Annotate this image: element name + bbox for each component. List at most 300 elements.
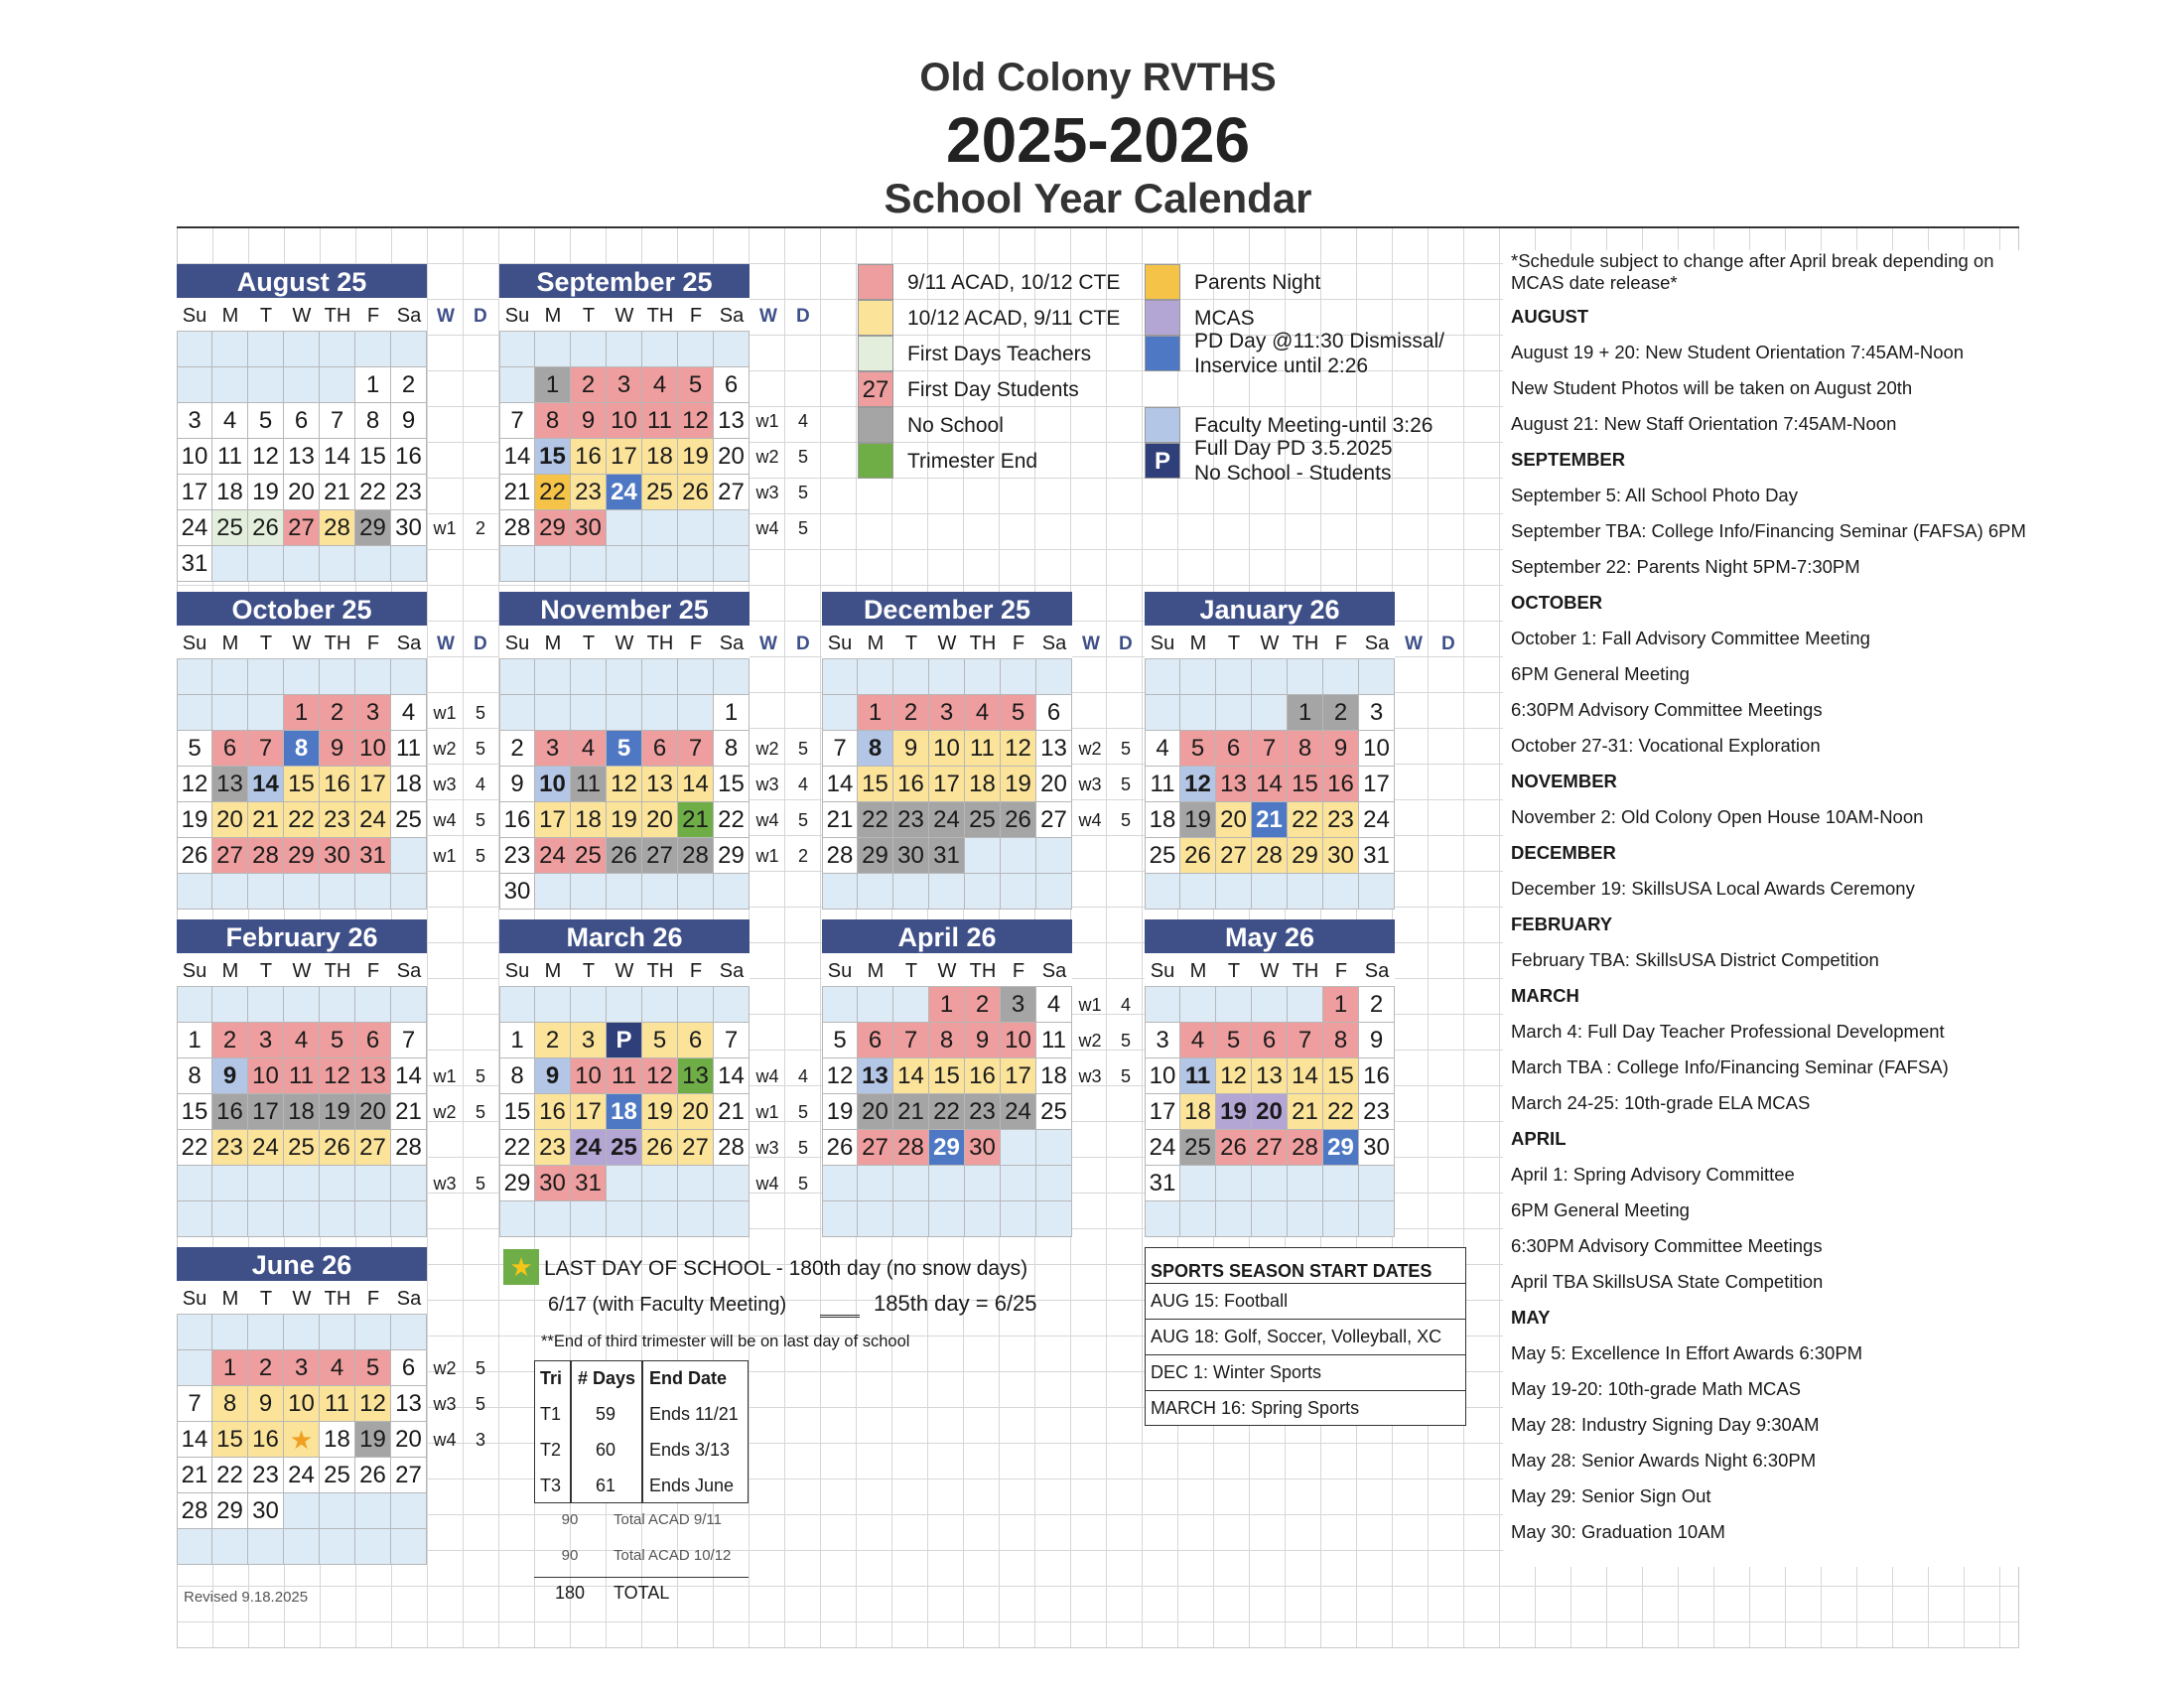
empty-cell bbox=[177, 1350, 212, 1386]
sports-item: AUG 18: Golf, Soccer, Volleyball, XC bbox=[1151, 1327, 1442, 1346]
empty-cell bbox=[320, 546, 355, 582]
week-label: w3 bbox=[1078, 774, 1102, 794]
day-cell: 23 bbox=[571, 475, 607, 510]
day-cell: 31 bbox=[355, 838, 391, 874]
empty-cell bbox=[714, 987, 750, 1023]
empty-cell bbox=[212, 874, 248, 910]
day-cell: 22 bbox=[1288, 802, 1323, 838]
empty-cell bbox=[391, 1315, 427, 1350]
empty-cell bbox=[320, 874, 355, 910]
day-cell: 13 bbox=[1216, 767, 1252, 802]
weekday-header: T bbox=[893, 953, 929, 987]
day-cell: 31 bbox=[571, 1166, 607, 1201]
day-cell: 21 bbox=[248, 802, 284, 838]
day-cell: 27 bbox=[212, 838, 248, 874]
trimester-cell: T1 bbox=[540, 1404, 562, 1424]
weekday-header: F bbox=[355, 953, 391, 987]
legend-label-2: No School - Students bbox=[1194, 462, 1392, 485]
empty-cell bbox=[893, 1166, 929, 1201]
empty-cell bbox=[1180, 987, 1216, 1023]
weekday-header: W bbox=[607, 626, 642, 659]
day-cell: 2 bbox=[893, 695, 929, 731]
day-cell: 15 bbox=[499, 1094, 535, 1130]
day-cell: 25 bbox=[1180, 1130, 1216, 1166]
empty-cell bbox=[607, 1166, 642, 1201]
day-cell: 10 bbox=[177, 439, 212, 475]
week-label: w2 bbox=[1078, 1031, 1102, 1051]
day-cell: 22 bbox=[714, 802, 750, 838]
event-item: MCAS date release* bbox=[1511, 272, 1678, 293]
legend-swatch bbox=[1145, 407, 1180, 443]
day-cell: 12 bbox=[248, 439, 284, 475]
day-cell: 17 bbox=[571, 1094, 607, 1130]
legend-label: No School bbox=[907, 414, 1004, 437]
empty-cell bbox=[391, 1493, 427, 1529]
empty-cell bbox=[1323, 874, 1359, 910]
empty-cell bbox=[642, 1166, 678, 1201]
trimester-cell: Ends June bbox=[649, 1476, 735, 1495]
empty-cell bbox=[391, 1529, 427, 1565]
empty-cell bbox=[642, 1201, 678, 1237]
day-cell: 9 bbox=[320, 731, 355, 767]
day-cell: 24 bbox=[1145, 1130, 1180, 1166]
star-icon: ★ bbox=[503, 1249, 539, 1285]
event-month-heading: AUGUST bbox=[1511, 306, 1589, 327]
empty-cell bbox=[714, 546, 750, 582]
day-cell: 22 bbox=[1323, 1094, 1359, 1130]
weekday-header: Sa bbox=[1036, 953, 1072, 987]
empty-cell bbox=[1180, 1166, 1216, 1201]
empty-cell bbox=[858, 1201, 893, 1237]
day-cell: 2 bbox=[391, 367, 427, 403]
empty-cell bbox=[355, 1315, 391, 1350]
day-cell: 5 bbox=[177, 731, 212, 767]
day-cell: 3 bbox=[284, 1350, 320, 1386]
empty-cell bbox=[1323, 1166, 1359, 1201]
empty-cell bbox=[1180, 695, 1216, 731]
day-cell: 28 bbox=[1252, 838, 1288, 874]
empty-cell bbox=[607, 332, 642, 367]
day-cell: 15 bbox=[177, 1094, 212, 1130]
empty-cell bbox=[499, 695, 535, 731]
empty-cell bbox=[929, 659, 965, 695]
weekday-header: TH bbox=[642, 953, 678, 987]
day-cell: 23 bbox=[499, 838, 535, 874]
weekday-header: Sa bbox=[1359, 626, 1395, 659]
day-cell: 29 bbox=[1288, 838, 1323, 874]
empty-cell bbox=[499, 1201, 535, 1237]
week-label: w2 bbox=[433, 1358, 457, 1378]
weekday-header: M bbox=[858, 626, 893, 659]
day-cell: 5 bbox=[678, 367, 714, 403]
empty-cell bbox=[858, 1166, 893, 1201]
weekday-header: TH bbox=[1288, 953, 1323, 987]
week-label: w4 bbox=[433, 810, 457, 830]
empty-cell bbox=[284, 987, 320, 1023]
trimester-header: Tri bbox=[540, 1368, 563, 1388]
weekday-header: Sa bbox=[391, 626, 427, 659]
empty-cell bbox=[822, 695, 858, 731]
empty-cell bbox=[391, 987, 427, 1023]
day-cell: 23 bbox=[1323, 802, 1359, 838]
empty-cell bbox=[929, 874, 965, 910]
day-cell: 22 bbox=[284, 802, 320, 838]
weekday-header: M bbox=[212, 953, 248, 987]
empty-cell bbox=[391, 874, 427, 910]
day-cell: 14 bbox=[1252, 767, 1288, 802]
weekday-header: TH bbox=[320, 953, 355, 987]
day-cell: 22 bbox=[177, 1130, 212, 1166]
week-label: w3 bbox=[433, 1174, 457, 1194]
days-count: 4 bbox=[797, 1066, 808, 1086]
day-cell: 9 bbox=[893, 731, 929, 767]
weekday-header: T bbox=[1216, 953, 1252, 987]
empty-cell bbox=[355, 332, 391, 367]
empty-cell bbox=[284, 1315, 320, 1350]
day-cell: 15 bbox=[858, 767, 893, 802]
empty-cell bbox=[1216, 695, 1252, 731]
empty-cell bbox=[212, 546, 248, 582]
day-cell: 29 bbox=[714, 838, 750, 874]
month-title: March 26 bbox=[499, 919, 750, 953]
day-cell: 18 bbox=[1145, 802, 1180, 838]
month-4 bbox=[822, 592, 1072, 910]
day-cell: 31 bbox=[1145, 1166, 1180, 1201]
day-cell: 16 bbox=[248, 1422, 284, 1458]
empty-cell bbox=[678, 546, 714, 582]
weekday-header: W bbox=[607, 298, 642, 332]
empty-cell bbox=[212, 1166, 248, 1201]
day-cell: 27 bbox=[355, 1130, 391, 1166]
day-cell: 5 bbox=[642, 1023, 678, 1058]
day-cell: 26 bbox=[1180, 838, 1216, 874]
day-cell: 16 bbox=[212, 1094, 248, 1130]
month-3 bbox=[499, 592, 750, 910]
empty-cell bbox=[1001, 659, 1036, 695]
legend-swatch bbox=[858, 264, 893, 300]
day-cell: 22 bbox=[929, 1094, 965, 1130]
empty-cell bbox=[212, 1529, 248, 1565]
day-cell: 5 bbox=[355, 1350, 391, 1386]
day-cell: 15 bbox=[1288, 767, 1323, 802]
empty-cell bbox=[1288, 874, 1323, 910]
empty-cell bbox=[929, 1166, 965, 1201]
day-cell: 6 bbox=[391, 1350, 427, 1386]
empty-cell bbox=[1252, 874, 1288, 910]
day-cell: 23 bbox=[965, 1094, 1001, 1130]
day-cell: 12 bbox=[1216, 1058, 1252, 1094]
empty-cell bbox=[965, 874, 1001, 910]
week-label: w1 bbox=[433, 703, 457, 723]
day-cell: 11 bbox=[1036, 1023, 1072, 1058]
empty-cell bbox=[499, 367, 535, 403]
legend-label: First Day Students bbox=[907, 378, 1079, 401]
empty-cell bbox=[714, 1201, 750, 1237]
empty-cell bbox=[1288, 1201, 1323, 1237]
day-cell: 21 bbox=[1288, 1094, 1323, 1130]
empty-cell bbox=[607, 546, 642, 582]
day-cell: 30 bbox=[535, 1166, 571, 1201]
day-cell: 2 bbox=[535, 1023, 571, 1058]
day-cell: 19 bbox=[1001, 767, 1036, 802]
empty-cell bbox=[1001, 874, 1036, 910]
weekday-header: W bbox=[929, 953, 965, 987]
weekday-header: TH bbox=[965, 953, 1001, 987]
day-cell: 11 bbox=[571, 767, 607, 802]
empty-cell bbox=[284, 1166, 320, 1201]
legend-swatch bbox=[858, 443, 893, 479]
weekday-header: Sa bbox=[391, 298, 427, 332]
empty-cell bbox=[1323, 659, 1359, 695]
month-title: December 25 bbox=[822, 592, 1072, 626]
day-cell: 28 bbox=[320, 510, 355, 546]
event-item: December 19: SkillsUSA Local Awards Ceremony bbox=[1511, 878, 1915, 899]
day-cell: 16 bbox=[893, 767, 929, 802]
event-item: September 5: All School Photo Day bbox=[1511, 485, 1798, 505]
sports-item: AUG 15: Football bbox=[1151, 1291, 1289, 1311]
empty-cell bbox=[499, 332, 535, 367]
day-cell: 18 bbox=[320, 1422, 355, 1458]
day-cell: 27 bbox=[714, 475, 750, 510]
days-count: 2 bbox=[797, 846, 808, 866]
day-cell: 12 bbox=[822, 1058, 858, 1094]
day-cell: 16 bbox=[391, 439, 427, 475]
day-cell: 14 bbox=[391, 1058, 427, 1094]
legend-label: PD Day @11:30 Dismissal/ bbox=[1194, 330, 1444, 352]
weekday-header: Su bbox=[177, 1281, 212, 1315]
empty-cell bbox=[1252, 659, 1288, 695]
month-title: October 25 bbox=[177, 592, 427, 626]
empty-cell bbox=[355, 1493, 391, 1529]
day-cell: 9 bbox=[248, 1386, 284, 1422]
day-cell: 24 bbox=[1001, 1094, 1036, 1130]
day-cell: 15 bbox=[284, 767, 320, 802]
w-header: W bbox=[437, 306, 455, 327]
days-count: 5 bbox=[475, 1394, 485, 1414]
weekday-header: W bbox=[284, 298, 320, 332]
event-item: April 1: Spring Advisory Committee bbox=[1511, 1164, 1795, 1185]
day-cell: 23 bbox=[320, 802, 355, 838]
day-cell: 21 bbox=[893, 1094, 929, 1130]
day-cell: 20 bbox=[1252, 1094, 1288, 1130]
day-cell: 8 bbox=[284, 731, 320, 767]
day-cell: 22 bbox=[499, 1130, 535, 1166]
day-cell: 28 bbox=[391, 1130, 427, 1166]
empty-cell bbox=[1216, 1201, 1252, 1237]
day-cell: 10 bbox=[929, 731, 965, 767]
weekday-header: F bbox=[678, 626, 714, 659]
day-cell: 25 bbox=[391, 802, 427, 838]
day-cell: 17 bbox=[929, 767, 965, 802]
empty-cell bbox=[248, 1315, 284, 1350]
day-cell: P bbox=[607, 1023, 642, 1058]
weekday-header: W bbox=[929, 626, 965, 659]
day-cell: 12 bbox=[355, 1386, 391, 1422]
event-item: May 28: Senior Awards Night 6:30PM bbox=[1511, 1450, 1817, 1471]
day-cell: 2 bbox=[320, 695, 355, 731]
weekday-header: Sa bbox=[1036, 626, 1072, 659]
total-rule bbox=[534, 1577, 749, 1578]
total-value: 90 bbox=[561, 1547, 579, 1564]
month-1 bbox=[499, 264, 750, 582]
empty-cell bbox=[607, 874, 642, 910]
day-cell: 14 bbox=[822, 767, 858, 802]
empty-cell bbox=[320, 1493, 355, 1529]
weekday-header: M bbox=[212, 626, 248, 659]
day-cell: 5 bbox=[1001, 695, 1036, 731]
empty-cell bbox=[284, 874, 320, 910]
month-title: April 26 bbox=[822, 919, 1072, 953]
day-cell: 4 bbox=[284, 1023, 320, 1058]
w-header: W bbox=[759, 633, 777, 654]
day-cell: 9 bbox=[535, 1058, 571, 1094]
school-name: Old Colony RVTHS bbox=[919, 56, 1277, 99]
empty-cell bbox=[1036, 874, 1072, 910]
day-cell: 22 bbox=[535, 475, 571, 510]
day-cell: 5 bbox=[822, 1023, 858, 1058]
day-cell: 1 bbox=[355, 367, 391, 403]
day-cell: 2 bbox=[1359, 987, 1395, 1023]
day-cell: 14 bbox=[177, 1422, 212, 1458]
weekday-header: Su bbox=[499, 298, 535, 332]
empty-cell bbox=[607, 695, 642, 731]
day-cell: 24 bbox=[535, 838, 571, 874]
week-label: w4 bbox=[1078, 810, 1102, 830]
empty-cell bbox=[320, 367, 355, 403]
week-label: w1 bbox=[433, 846, 457, 866]
day-cell: 12 bbox=[1001, 731, 1036, 767]
day-cell: 7 bbox=[678, 731, 714, 767]
empty-cell bbox=[642, 659, 678, 695]
weekday-header: Su bbox=[822, 626, 858, 659]
day-cell: 13 bbox=[212, 767, 248, 802]
day-cell: 21 bbox=[1252, 802, 1288, 838]
empty-cell bbox=[535, 332, 571, 367]
week-label: w1 bbox=[433, 518, 457, 538]
event-month-heading: OCTOBER bbox=[1511, 592, 1603, 613]
empty-cell bbox=[1145, 659, 1180, 695]
day-cell: 17 bbox=[355, 767, 391, 802]
empty-cell bbox=[1288, 659, 1323, 695]
day-cell: 27 bbox=[678, 1130, 714, 1166]
empty-cell bbox=[571, 659, 607, 695]
day-cell: 24 bbox=[1359, 802, 1395, 838]
days-count: 5 bbox=[1120, 1031, 1131, 1051]
day-cell: 30 bbox=[893, 838, 929, 874]
week-label: w4 bbox=[755, 1174, 779, 1194]
weekday-header: TH bbox=[965, 626, 1001, 659]
empty-cell bbox=[678, 987, 714, 1023]
empty-cell bbox=[858, 659, 893, 695]
week-label: w1 bbox=[755, 1102, 779, 1122]
day-cell: 14 bbox=[499, 439, 535, 475]
day-cell: 20 bbox=[642, 802, 678, 838]
day-cell: 21 bbox=[499, 475, 535, 510]
days-count: 5 bbox=[475, 1066, 485, 1086]
empty-cell bbox=[858, 987, 893, 1023]
week-label: w3 bbox=[755, 774, 779, 794]
event-item: October 27-31: Vocational Exploration bbox=[1511, 735, 1821, 756]
day-cell: 8 bbox=[177, 1058, 212, 1094]
day-cell: 4 bbox=[320, 1350, 355, 1386]
day-cell: 30 bbox=[320, 838, 355, 874]
weekday-header: T bbox=[248, 1281, 284, 1315]
total-label: TOTAL bbox=[614, 1583, 670, 1603]
day-cell: 6 bbox=[858, 1023, 893, 1058]
event-item: May 5: Excellence In Effort Awards 6:30PM bbox=[1511, 1342, 1863, 1363]
event-item: March 24-25: 10th-grade ELA MCAS bbox=[1511, 1092, 1811, 1113]
day-cell: 25 bbox=[1036, 1094, 1072, 1130]
day-cell: 18 bbox=[391, 767, 427, 802]
day-cell: 27 bbox=[391, 1458, 427, 1493]
day-cell: 18 bbox=[642, 439, 678, 475]
day-cell: 14 bbox=[714, 1058, 750, 1094]
day-cell: 7 bbox=[1252, 731, 1288, 767]
day-cell: 12 bbox=[1180, 767, 1216, 802]
empty-cell bbox=[642, 987, 678, 1023]
empty-cell bbox=[1145, 1201, 1180, 1237]
days-count: 5 bbox=[1120, 739, 1131, 759]
day-cell: 26 bbox=[177, 838, 212, 874]
legend-swatch bbox=[858, 300, 893, 336]
days-count: 5 bbox=[475, 739, 485, 759]
legend-swatch bbox=[858, 336, 893, 371]
day-cell: 24 bbox=[571, 1130, 607, 1166]
empty-cell bbox=[607, 659, 642, 695]
empty-cell bbox=[284, 546, 320, 582]
event-item: 6PM General Meeting bbox=[1511, 663, 1690, 684]
empty-cell bbox=[320, 1201, 355, 1237]
weekday-header: TH bbox=[320, 298, 355, 332]
event-item: April TBA SkillsUSA State Competition bbox=[1511, 1271, 1824, 1292]
day-cell: 29 bbox=[929, 1130, 965, 1166]
empty-cell bbox=[1001, 1166, 1036, 1201]
day-cell: 6 bbox=[678, 1023, 714, 1058]
day-cell: 10 bbox=[571, 1058, 607, 1094]
day-cell: 5 bbox=[607, 731, 642, 767]
day-cell: 31 bbox=[177, 546, 212, 582]
empty-cell bbox=[965, 1201, 1001, 1237]
day-cell: 19 bbox=[1216, 1094, 1252, 1130]
week-label: w1 bbox=[755, 846, 779, 866]
day-cell: 10 bbox=[1145, 1058, 1180, 1094]
weekday-header: Su bbox=[1145, 953, 1180, 987]
weekday-header: W bbox=[607, 953, 642, 987]
days-count: 5 bbox=[797, 810, 808, 830]
empty-cell bbox=[1359, 1166, 1395, 1201]
empty-cell bbox=[320, 332, 355, 367]
day-cell: 6 bbox=[1036, 695, 1072, 731]
day-cell: 5 bbox=[248, 403, 284, 439]
day-cell: 23 bbox=[893, 802, 929, 838]
weekday-header: TH bbox=[642, 626, 678, 659]
day-cell: 4 bbox=[642, 367, 678, 403]
empty-cell bbox=[1145, 874, 1180, 910]
day-cell: 17 bbox=[607, 439, 642, 475]
day-cell: 8 bbox=[535, 403, 571, 439]
empty-cell bbox=[1252, 695, 1288, 731]
empty-cell bbox=[355, 1166, 391, 1201]
empty-cell bbox=[678, 1166, 714, 1201]
empty-cell bbox=[535, 1201, 571, 1237]
empty-cell bbox=[248, 1201, 284, 1237]
day-cell: 10 bbox=[1359, 731, 1395, 767]
day-cell: 16 bbox=[535, 1094, 571, 1130]
empty-cell bbox=[1145, 695, 1180, 731]
event-item: September 22: Parents Night 5PM-7:30PM bbox=[1511, 556, 1860, 577]
weekday-header: M bbox=[1180, 626, 1216, 659]
weekday-header: T bbox=[248, 298, 284, 332]
